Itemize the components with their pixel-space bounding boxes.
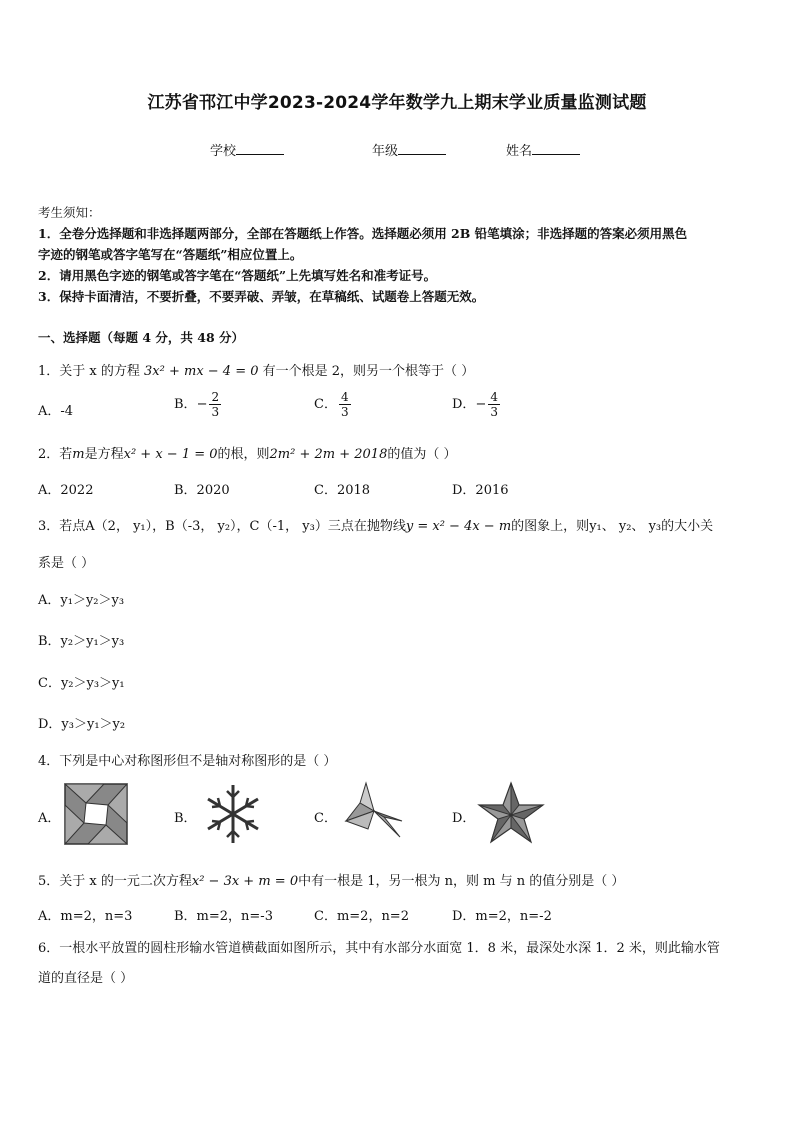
q4-figure-c[interactable] — [338, 781, 408, 841]
q1-c-denominator: 3 — [340, 405, 349, 419]
section-heading: 一、选择题（每题 4 分，共 48 分） — [38, 330, 245, 345]
q3-end: 的大小关 — [661, 519, 714, 534]
five-point-star-icon — [476, 781, 546, 845]
q3-point-b: B（-3， y₂）， — [165, 519, 250, 534]
q1-option-d-label: D． — [452, 397, 476, 412]
q5-option-d[interactable]: D．m=2，n=-2 — [452, 909, 552, 924]
q1-option-a[interactable]: A．-4 — [38, 404, 74, 419]
grade-blank[interactable] — [398, 142, 446, 155]
q1-pre: 1．关于 x 的方程 — [38, 364, 140, 379]
q2-option-a[interactable]: A．2022 — [38, 483, 94, 498]
q1-option-c-label: C． — [314, 397, 337, 412]
q4-figure-a[interactable] — [64, 783, 128, 845]
q3-ys: y₁、 y₂、 y₃ — [589, 519, 662, 534]
q4-option-b-label[interactable]: B． — [174, 811, 197, 826]
q3-option-d[interactable]: D．y₃＞y₁＞y₂ — [38, 717, 126, 732]
pinwheel-square-icon — [64, 783, 128, 845]
snowflake-icon — [200, 781, 266, 847]
grade-label: 年级 — [372, 144, 399, 159]
question-6-line-1: 6．一根水平放置的圆柱形输水管道横截面如图所示，其中有水部分水面宽 1．8 米，最深处水深 1．2 米，则此输水管 — [38, 941, 720, 956]
q1-post: 有一个根是 2，则另一个根等于（ ） — [262, 364, 475, 379]
school-label: 学校 — [210, 144, 237, 159]
q1-option-d-fraction — [488, 390, 500, 419]
notice-heading: 考生须知： — [38, 205, 101, 220]
q4-figure-b[interactable] — [200, 781, 266, 847]
question-5 — [38, 870, 624, 889]
q2-mid2: 的根，则 — [217, 447, 270, 462]
grade-field — [372, 140, 446, 159]
name-label: 姓名 — [506, 144, 533, 159]
q1-option-d-sign: − — [475, 397, 487, 412]
notice-item-2: 2．请用黑色字迹的钢笔或答字笔在“答题纸”上先填写姓名和准考证号。 — [38, 268, 437, 283]
q1-option-d[interactable] — [452, 390, 502, 419]
paper-crane-icon — [338, 781, 408, 841]
q1-option-b-label: B． — [174, 397, 197, 412]
school-blank[interactable] — [236, 142, 284, 155]
q4-option-c-label[interactable]: C． — [314, 811, 337, 826]
q5-pre: 5．关于 x 的一元二次方程 — [38, 874, 192, 889]
question-3-line-1 — [38, 515, 713, 534]
question-2 — [38, 443, 456, 462]
q2-equation: x² + x − 1 = 0 — [123, 447, 218, 462]
q1-c-numerator: 4 — [340, 390, 349, 404]
q1-b-numerator: 2 — [211, 390, 220, 404]
q2-post: 的值为（ ） — [387, 447, 457, 462]
q1-option-b[interactable] — [174, 390, 223, 419]
question-1 — [38, 360, 474, 379]
q1-option-b-fraction — [209, 390, 221, 419]
name-field — [506, 140, 580, 159]
q3-point-a: A（2， y₁）， — [85, 519, 166, 534]
q2-expression: 2m² + 2m + 2018 — [269, 447, 388, 462]
q5-option-b[interactable]: B．m=2，n=-3 — [174, 909, 273, 924]
notice-item-1-cont: 字迹的钢笔或答字笔写在“答题纸”相应位置上。 — [38, 247, 303, 262]
q3-option-a[interactable]: A．y₁＞y₂＞y₃ — [38, 593, 125, 608]
question-4: 4．下列是中心对称图形但不是轴对称图形的是（ ） — [38, 754, 337, 769]
q5-equation: x² − 3x + m = 0 — [191, 874, 299, 889]
q4-option-d-label[interactable]: D． — [452, 811, 476, 826]
q5-option-a[interactable]: A．m=2，n=3 — [38, 909, 133, 924]
notice-item-1: 1．全卷分选择题和非选择题两部分，全部在答题纸上作答。选择题必须用 2B 铅笔填涂；非选择题的答案必须用黑色 — [38, 226, 688, 241]
q2-pre: 2．若 — [38, 447, 73, 462]
q1-option-b-sign: − — [196, 397, 208, 412]
q2-m: m — [72, 447, 85, 462]
q3-pre: 3．若点 — [38, 519, 86, 534]
q2-option-d[interactable]: D．2016 — [452, 483, 509, 498]
question-6-line-2: 道的直径是（ ） — [38, 971, 134, 986]
question-3-line-2: 系是（ ） — [38, 556, 95, 571]
q3-mid: 三点在抛物线 — [327, 519, 406, 534]
q1-equation: 3x² + mx − 4 = 0 — [144, 364, 259, 379]
name-blank[interactable] — [532, 142, 580, 155]
notice-item-3: 3．保持卡面清洁，不要折叠，不要弄破、弄皱，在草稿纸、试题卷上答题无效。 — [38, 289, 485, 304]
q3-post: 的图象上，则 — [511, 519, 590, 534]
q5-option-c[interactable]: C．m=2，n=2 — [314, 909, 409, 924]
school-field — [210, 140, 284, 159]
q2-option-c[interactable]: C．2018 — [314, 483, 371, 498]
q3-option-c[interactable]: C．y₂＞y₃＞y₁ — [38, 676, 125, 691]
q1-b-denominator: 3 — [211, 405, 220, 419]
q1-option-c-fraction — [339, 390, 351, 419]
q3-point-c: C（-1， y₃） — [249, 519, 328, 534]
q1-d-denominator: 3 — [490, 405, 498, 419]
page-title: 江苏省邗江中学2023-2024学年数学九上期末学业质量监测试题 — [147, 93, 647, 113]
q2-mid: 是方程 — [84, 447, 124, 462]
q1-option-c[interactable] — [314, 390, 353, 419]
q1-d-numerator: 4 — [490, 390, 498, 404]
q2-option-b[interactable]: B．2020 — [174, 483, 230, 498]
q3-option-b[interactable]: B．y₂＞y₁＞y₃ — [38, 634, 125, 649]
q4-figure-d[interactable] — [476, 781, 546, 845]
q3-parabola: y = x² − 4x − m — [405, 519, 512, 534]
q5-post: 中有一根是 1，另一根为 n，则 m 与 n 的值分别是（ ） — [298, 874, 625, 889]
q4-option-a-label[interactable]: A． — [38, 811, 61, 826]
